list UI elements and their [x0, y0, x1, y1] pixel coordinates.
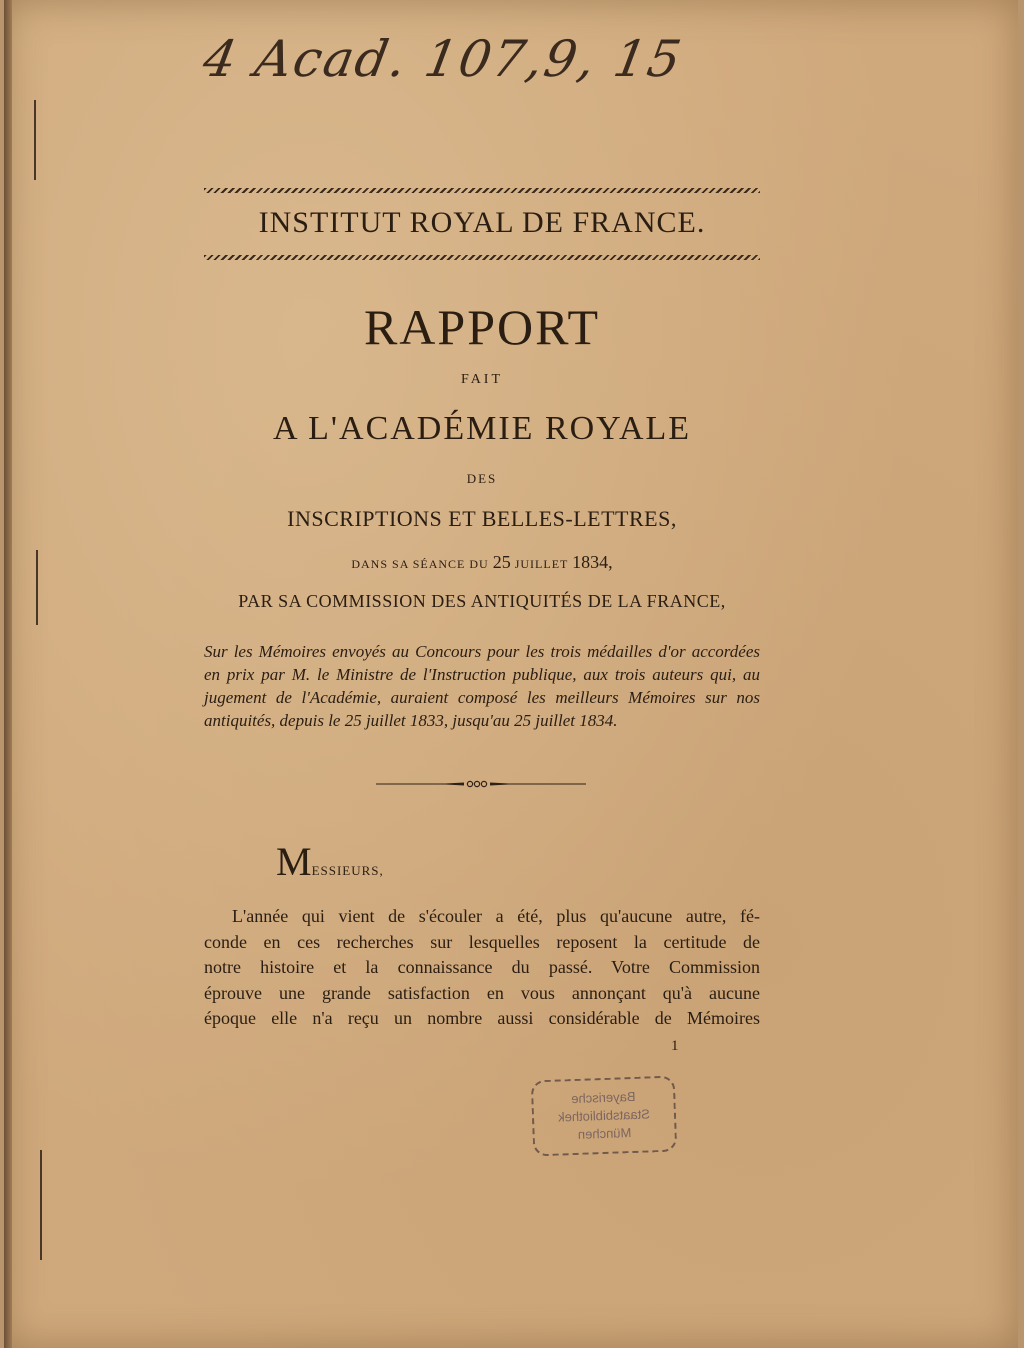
commission-line: PAR SA COMMISSION DES ANTIQUITÉS DE LA FRANCE, [238, 591, 726, 611]
seance-year: 1834, [572, 552, 613, 572]
body-line: L'année qui vient de s'écouler a été, plus qu'aucune autre, fé- [232, 906, 760, 926]
margin-mark [40, 1150, 42, 1260]
margin-mark [36, 550, 38, 625]
subject-paragraph: Sur les Mémoires envoyés au Concours pour les trois médailles d'or accordées en prix par M. le Ministre de l'Instruction publique, aux trois auteurs qui, au jugement de l'Académie, auraient composé les meilleurs Mémoires sur nos antiquités, depuis le 25 juillet 1833, jusqu'au 25 juillet 1834. [204, 642, 760, 730]
body-line: éprouve une grande satisfaction en vous annonçant qu'à aucune [204, 982, 760, 1003]
salutation-initial: M [276, 839, 312, 884]
fait-line: FAIT [460, 372, 504, 387]
seance-line [204, 552, 760, 573]
salutation [276, 838, 384, 885]
salutation-rest: ESSIEURS, [311, 863, 384, 878]
top-decorative-rule [204, 188, 760, 193]
stamp-line: Staatsbibliothek [557, 1106, 651, 1125]
body-line: conde en ces recherches sur lesquelles reposent la certitude de [204, 931, 760, 952]
bottom-decorative-rule [204, 255, 760, 260]
binding-edge [4, 0, 12, 1348]
ornament-divider [376, 780, 586, 788]
library-stamp [531, 1076, 678, 1157]
report-title: RAPPORT [363, 299, 601, 355]
margin-mark [34, 100, 36, 180]
document-page [4, 0, 1018, 1348]
academie-line: A L'ACADÉMIE ROYALE [272, 410, 692, 447]
body-paragraph [204, 904, 760, 1032]
institute-heading: INSTITUT ROYAL DE FRANCE. [258, 206, 706, 239]
handwritten-shelfmark: 4 Acad. 107,9, 15 [198, 30, 688, 88]
seance-month: JUILLET [514, 557, 569, 571]
seance-text: DANS SA SÉANCE DU [351, 557, 489, 571]
stamp-line: Bayerische [570, 1088, 636, 1107]
inscriptions-line: INSCRIPTIONS ET BELLES-LETTRES, [287, 506, 677, 531]
stamp-line: München [577, 1125, 632, 1142]
body-line: notre histoire et la connaissance du passé. Votre Commission [204, 957, 760, 978]
des-line: DES [466, 471, 498, 486]
page-number: 1 [671, 1038, 679, 1054]
seance-day: 25 [492, 552, 511, 572]
body-line: époque elle n'a reçu un nombre aussi considérable de Mémoires [204, 1008, 760, 1029]
